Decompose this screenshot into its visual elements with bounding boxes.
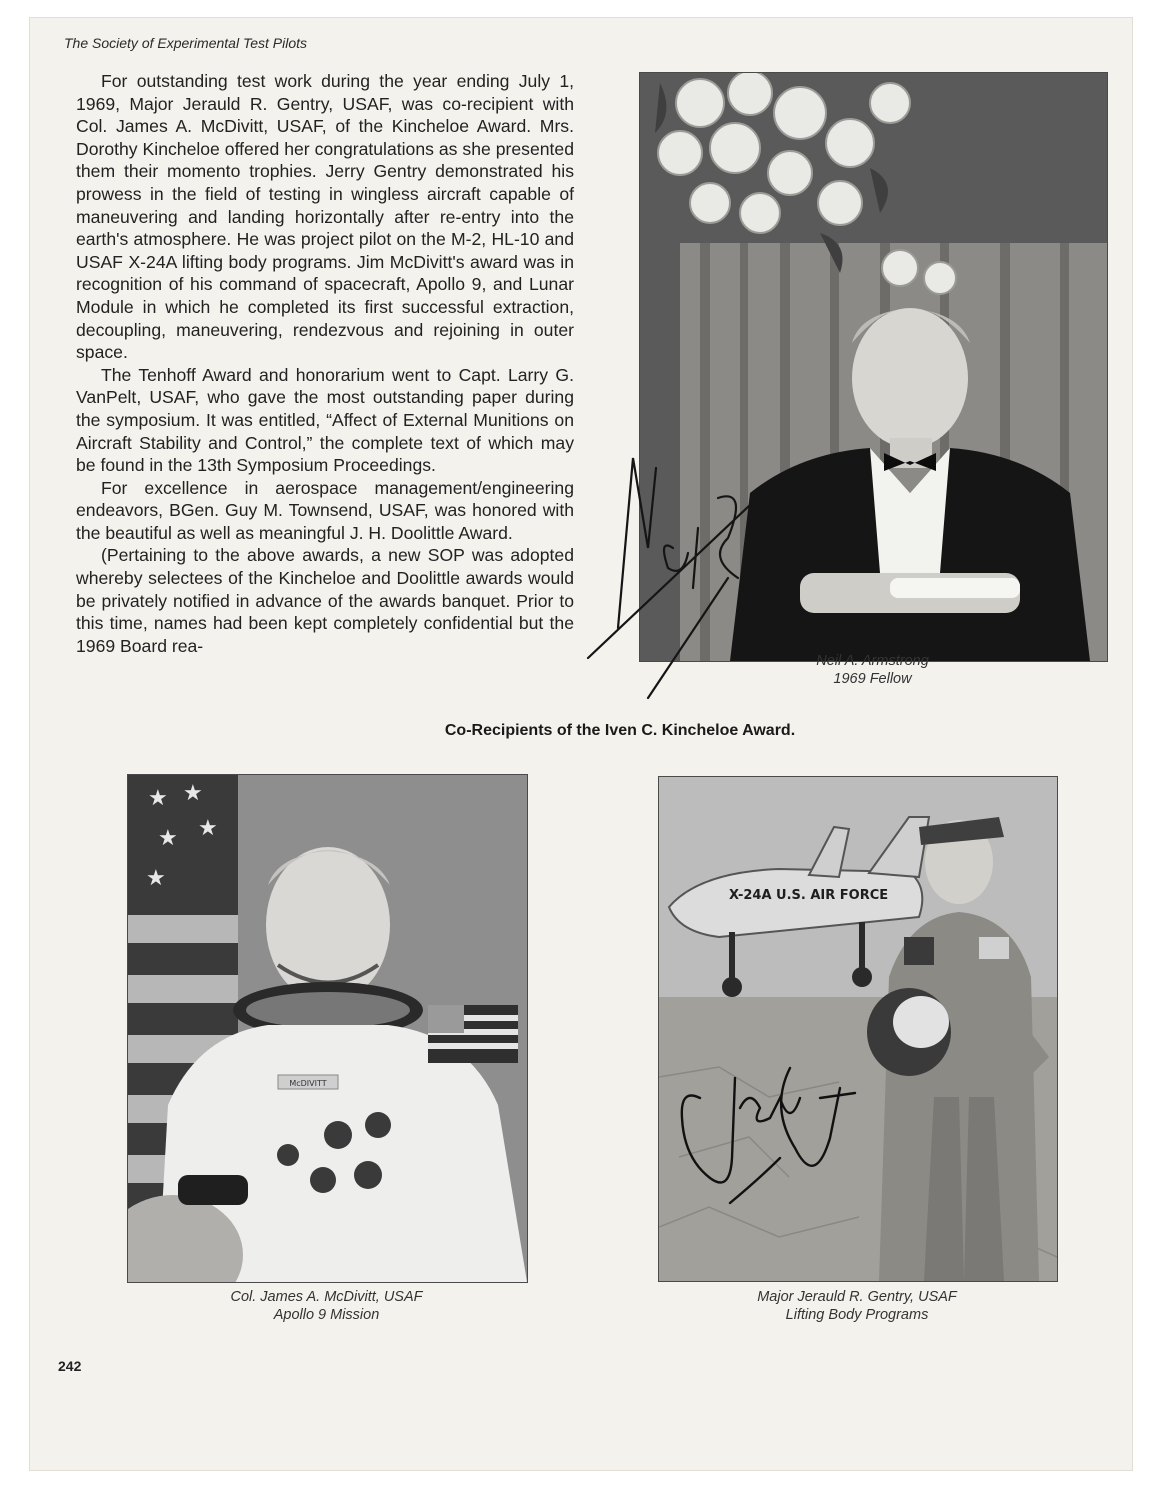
svg-text:★: ★	[158, 826, 178, 851]
caption-name: Major Jerauld R. Gentry, USAF	[757, 1289, 957, 1305]
caption-name: Col. James A. McDivitt, USAF	[230, 1289, 423, 1305]
mcdivitt-caption	[127, 1288, 526, 1324]
suit-name-tag: McDIVITT	[289, 1079, 327, 1088]
mcdivitt-photo	[127, 774, 528, 1283]
armstrong-caption	[639, 652, 1106, 688]
caption-subtitle: 1969 Fellow	[833, 671, 912, 687]
article-paragraph: The Tenhoff Award and honorarium went to Capt. Larry G. VanPelt, USAF, who gave the most outstanding paper during the symposium. It was entitled, “Affect of External Munitions on Aircraft Stability and Control,” the complete text of which may be found in the 13th Symposium Proceedings.	[76, 364, 574, 476]
article-paragraph: For excellence in aerospace management/engineering endeavors, BGen. Guy M. Townsend, USAF, was honored with the beautiful as well as meaningful J. H. Doolittle Award.	[76, 477, 574, 543]
aircraft-marking: X-24A U.S. AIR FORCE	[729, 888, 889, 903]
caption-subtitle: Lifting Body Programs	[785, 1307, 929, 1323]
section-heading: Co-Recipients of the Iven C. Kincheloe Award.	[444, 722, 796, 739]
mcdivitt-photo-image	[128, 775, 527, 1282]
page-number: 242	[58, 1358, 82, 1374]
armstrong-photo-image	[640, 73, 1107, 661]
armstrong-photo	[639, 72, 1108, 662]
svg-text:★: ★	[198, 816, 218, 841]
article-body	[76, 70, 574, 657]
svg-text:★: ★	[148, 786, 168, 811]
article-paragraph: (Pertaining to the above awards, a new SOP was adopted whereby selectees of the Kincheloe and Doolittle awards would be privately notified in advance of the awards banquet. Prior to this time, names had been kept completely confidential but the 1969 Board rea-	[76, 545, 574, 656]
svg-text:★: ★	[146, 866, 166, 891]
gentry-caption	[658, 1288, 1056, 1324]
svg-text:★: ★	[183, 781, 203, 806]
gentry-photo-image	[659, 777, 1057, 1281]
caption-subtitle: Apollo 9 Mission	[273, 1307, 380, 1323]
caption-name: Neil A. Armstrong	[816, 653, 929, 669]
running-title: The Society of Experimental Test Pilots	[64, 35, 308, 51]
gentry-photo	[658, 776, 1058, 1282]
article-paragraph: For outstanding test work during the year ending July 1, 1969, Major Jerauld R. Gentry, USAF, was co-recipient with Col. James A. McDivitt, USAF, of the Kincheloe Award. Mrs. Dorothy Kincheloe offered her congratulations as she presented them their momento trophies. Jerry Gentry demonstrated his prowess in the field of testing in wingless aircraft capable of maneuvering and landing horizontally after re-entry into the earth's atmosphere. He was project pilot on the M-2, HL-10 and USAF X-24A lifting body programs. Jim McDivitt's award was in recognition of his command of spacecraft, Apollo 9, and Lunar Module in which he completed its first successful extraction, decoupling, maneuvering, rendezvous and rejoining in outer space.	[76, 71, 574, 363]
magazine-page	[30, 18, 1132, 1470]
